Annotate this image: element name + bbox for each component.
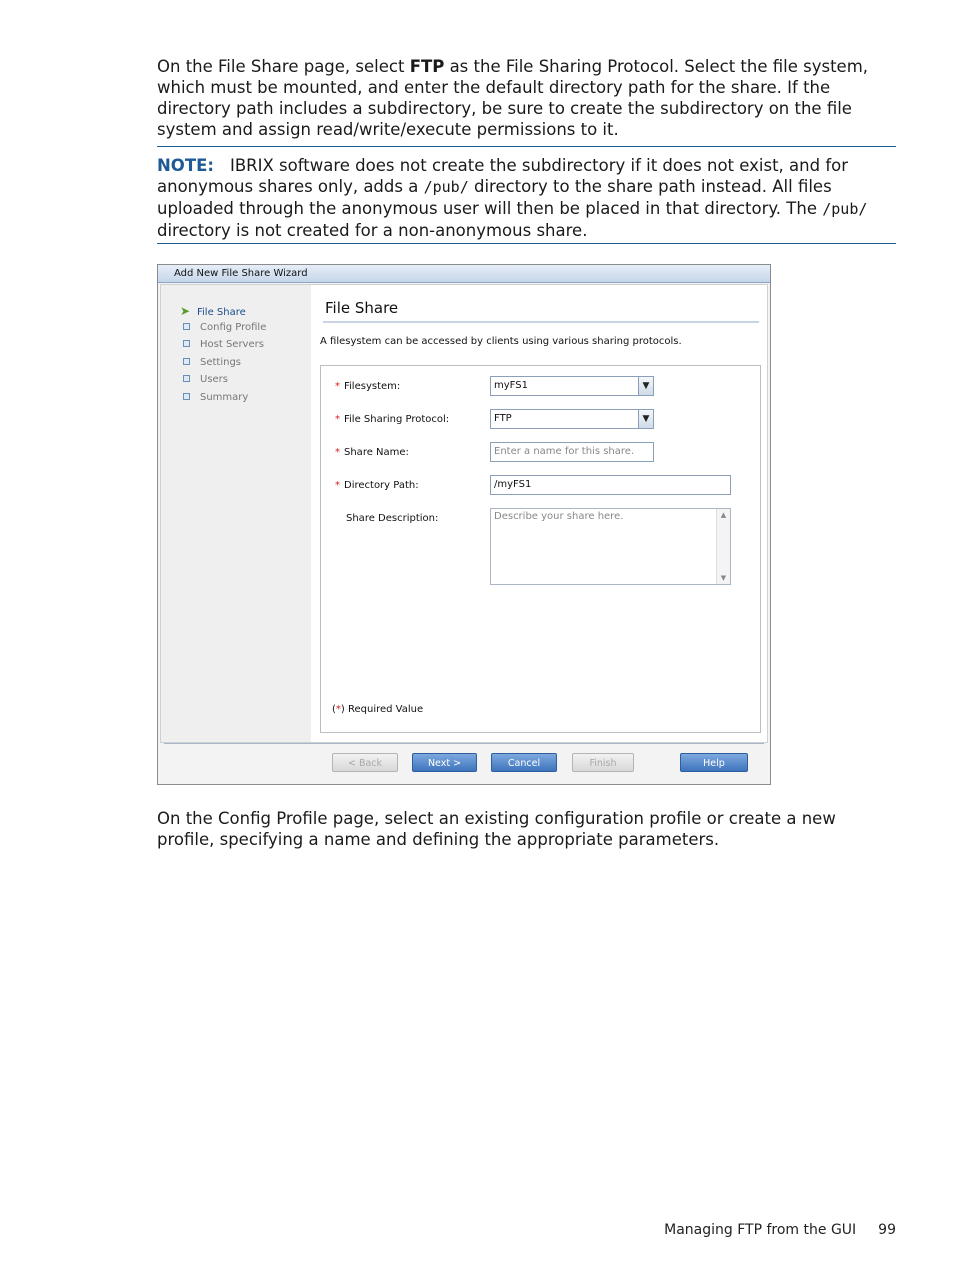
intro-ftp-bold: FTP (409, 57, 445, 76)
required-asterisk: * (335, 414, 340, 425)
required-asterisk: * (335, 704, 341, 715)
page-number: 99 (878, 1222, 896, 1238)
protocol-select[interactable] (490, 409, 654, 429)
protocol-value: FTP (494, 413, 512, 424)
share-name-input[interactable]: Enter a name for this share. (490, 442, 654, 462)
required-asterisk: * (335, 480, 340, 491)
required-value-note: (*) Required Value (332, 704, 424, 715)
step-bullet-icon (183, 393, 190, 400)
step-settings[interactable] (183, 356, 241, 370)
panel-title: File Share (325, 299, 399, 317)
required-asterisk: * (335, 381, 340, 392)
step-users[interactable] (183, 373, 228, 387)
note-text-2: directory to the share path instead. All files uploaded through the anonymous user will then be placed in that directory. The (157, 177, 832, 218)
step-label: Summary (200, 392, 249, 403)
note-top-rule (157, 146, 896, 147)
filesystem-label (335, 381, 400, 392)
step-label: Users (200, 374, 229, 385)
note-code-2: /pub/ (822, 200, 868, 218)
outro-paragraph: On the Config Profile page, select an existing configuration profile or create a new profile, specifying a name and defining the appropriate parameters. (157, 809, 836, 849)
step-file-share[interactable] (180, 304, 246, 318)
step-bullet-icon (183, 375, 190, 382)
cancel-button[interactable]: Cancel (491, 753, 557, 772)
step-host-servers[interactable] (183, 338, 264, 352)
note-bottom-rule (157, 243, 896, 244)
step-label: File Share (197, 307, 246, 318)
scroll-up-icon[interactable]: ▲ (720, 511, 727, 519)
panel-description: A filesystem can be accessed by clients using various sharing protocols. (320, 336, 682, 347)
intro-paragraph (157, 56, 897, 140)
directory-path-label-text: Directory Path: (344, 480, 419, 491)
intro-text-a: On the File Share page, select (157, 57, 410, 76)
file-share-wizard (157, 264, 771, 785)
filesystem-label-text: Filesystem: (344, 381, 401, 392)
note-text-1: IBRIX software does not create the subdirectory if it does not exist, and for anonymous shares only, adds a (157, 156, 849, 196)
step-bullet-icon (183, 340, 190, 347)
directory-path-input[interactable]: /myFS1 (490, 475, 731, 495)
chevron-down-icon[interactable]: ▼ (638, 376, 654, 396)
textarea-scrollbar[interactable] (716, 509, 730, 584)
current-step-arrow-icon: ➤ (180, 304, 191, 318)
next-button[interactable]: Next > (412, 753, 477, 772)
protocol-label (335, 414, 449, 425)
share-name-label-text: Share Name: (344, 447, 409, 458)
required-asterisk: * (335, 447, 340, 458)
note-text-3: directory is not created for a non-anonymous share. (157, 221, 588, 240)
page-footer (664, 1222, 896, 1238)
filesystem-select[interactable] (490, 376, 654, 396)
note-label: NOTE: (157, 156, 214, 175)
note-code-1: /pub/ (423, 178, 469, 196)
required-value-text: Required Value (348, 704, 424, 715)
button-bar-rule (164, 743, 764, 744)
share-description-label: Share Description: (346, 513, 439, 524)
directory-path-label (335, 480, 419, 491)
share-description-textarea[interactable] (490, 508, 731, 585)
chevron-down-icon[interactable]: ▼ (638, 409, 654, 429)
file-share-form (320, 365, 761, 733)
step-summary[interactable] (183, 391, 248, 405)
step-config-profile[interactable] (183, 321, 266, 335)
footer-section-title: Managing FTP from the GUI (664, 1222, 857, 1238)
step-label: Settings (200, 357, 242, 368)
protocol-label-text: File Sharing Protocol: (344, 414, 450, 425)
filesystem-value: myFS1 (494, 380, 528, 391)
back-button[interactable]: < Back (332, 753, 398, 772)
wizard-steps-sidebar (161, 285, 311, 742)
share-name-label (335, 447, 409, 458)
wizard-body (160, 284, 768, 743)
wizard-title: Add New File Share Wizard (158, 265, 770, 283)
share-description-placeholder: Describe your share here. (494, 511, 624, 522)
finish-button[interactable]: Finish (572, 753, 634, 772)
intro-text-b: as the File Sharing Protocol. Select the file system, which must be mounted, and enter the default directory path for the share. If the directory path includes a subdirectory, be sure to create the subdirectory on the file system and assign read/write/execute permissions to it. (157, 57, 869, 139)
step-label: Host Servers (200, 339, 264, 350)
step-bullet-icon (183, 358, 190, 365)
scroll-down-icon[interactable]: ▼ (720, 574, 727, 582)
note-paragraph (157, 155, 897, 241)
step-bullet-icon (183, 323, 190, 330)
panel-title-rule (323, 321, 759, 323)
step-label: Config Profile (200, 322, 267, 333)
help-button[interactable]: Help (680, 753, 748, 772)
